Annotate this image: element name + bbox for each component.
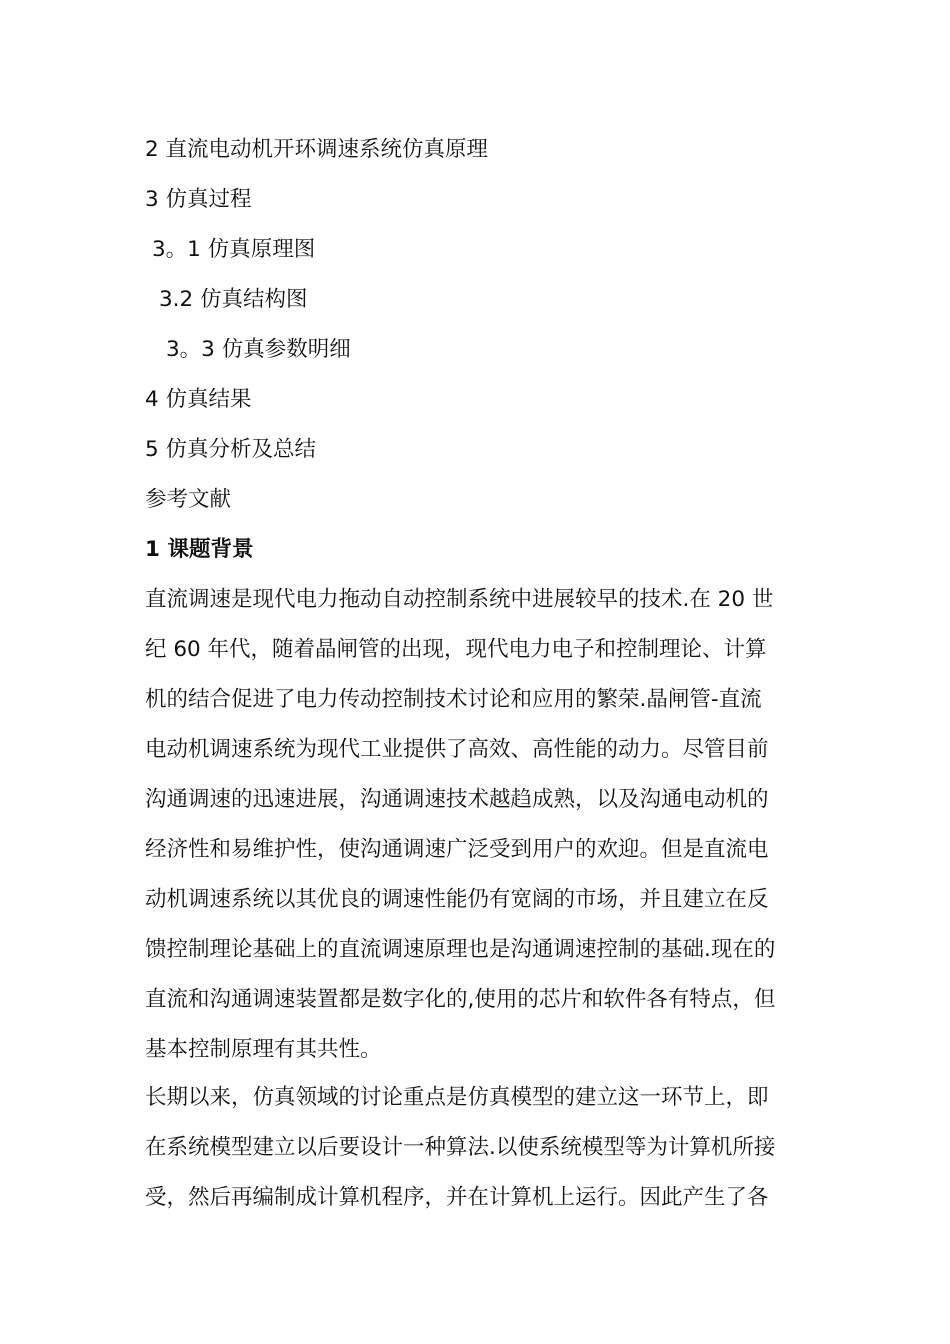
toc-item-2: 2 直流电动机开环调速系统仿真原理 xyxy=(145,137,489,162)
paragraph-line: 馈控制理论基础上的直流调速原理也是沟通调速控制的基础.现在的 xyxy=(145,937,776,962)
paragraph-line: 机的结合促进了电力传动控制技术讨论和应用的繁荣.晶闸管-直流 xyxy=(145,687,762,712)
paragraph-line: 电动机调速系统为现代工业提供了高效、高性能的动力。尽管目前 xyxy=(145,737,769,762)
paragraph-line: 动机调速系统以其优良的调速性能仍有宽阔的市场，并且建立在反 xyxy=(145,887,769,912)
toc-item-3-2: 3.2 仿真结构图 xyxy=(159,287,308,312)
toc-item-4: 4 仿真结果 xyxy=(145,387,252,412)
paragraph-line: 沟通调速的迅速进展，沟通调速技术越趋成熟，以及沟通电动机的 xyxy=(145,787,769,812)
paragraph-line: 受，然后再编制成计算机程序，并在计算机上运行。因此产生了各 xyxy=(145,1185,769,1210)
paragraph-line: 在系统模型建立以后要设计一种算法.以使系统模型等为计算机所接 xyxy=(145,1135,776,1160)
toc-item-5: 5 仿真分析及总结 xyxy=(145,437,317,462)
section-heading: 1 课题背景 xyxy=(145,537,254,562)
paragraph-line: 直流调速是现代电力拖动自动控制系统中进展较早的技术.在 20 世 xyxy=(145,587,774,612)
paragraph-line: 经济性和易维护性，使沟通调速广泛受到用户的欢迎。但是直流电 xyxy=(145,837,769,862)
toc-item-3-1: 3。1 仿真原理图 xyxy=(152,237,316,262)
paragraph-line: 纪 60 年代，随着晶闸管的出现，现代电力电子和控制理论、计算 xyxy=(145,637,767,662)
paragraph-line: 长期以来，仿真领域的讨论重点是仿真模型的建立这一环节上，即 xyxy=(145,1085,769,1110)
paragraph-line: 直流和沟通调速装置都是数字化的,使用的芯片和软件各有特点，但 xyxy=(145,987,776,1012)
toc-item-3: 3 仿真过程 xyxy=(145,187,252,212)
toc-item-3-3: 3。3 仿真参数明细 xyxy=(166,337,351,362)
toc-item-references: 参考文献 xyxy=(145,487,232,512)
paragraph-line: 基本控制原理有其共性。 xyxy=(145,1037,382,1062)
